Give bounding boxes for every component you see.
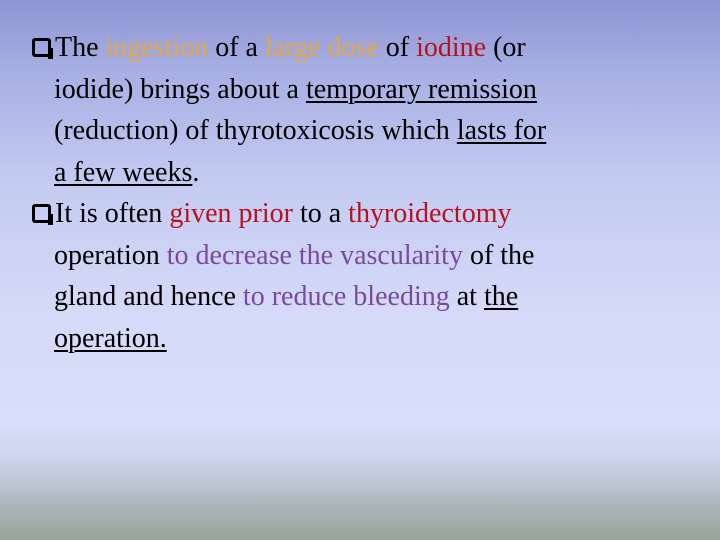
text-run: . xyxy=(192,156,200,188)
highlighted-text: large dose xyxy=(264,32,379,63)
text-run: gland and hence xyxy=(54,281,243,312)
text-run: of a xyxy=(208,32,265,63)
text-line xyxy=(54,235,696,277)
text-line xyxy=(54,318,696,360)
text-run: to a xyxy=(292,198,349,229)
text-run: The xyxy=(55,32,106,63)
text-run: iodide) brings about a xyxy=(54,73,306,105)
text-line xyxy=(55,193,696,235)
bullet-point xyxy=(30,27,696,193)
highlighted-text: to reduce bleeding xyxy=(242,281,450,312)
underlined-text: a few weeks xyxy=(54,156,193,188)
checkbox-bullet-icon xyxy=(32,204,51,223)
text-run: (reduction) of thyrotoxicosis which xyxy=(54,115,457,146)
highlighted-text: given prior xyxy=(169,198,293,229)
bullet-point xyxy=(30,193,696,359)
highlighted-text: ingestion xyxy=(105,32,209,63)
slide-body xyxy=(30,27,696,359)
underlined-text: operation. xyxy=(54,322,167,354)
text-run: of xyxy=(378,32,417,63)
text-line xyxy=(54,276,696,318)
text-line xyxy=(54,69,696,111)
text-run: operation xyxy=(54,239,167,271)
underlined-text: lasts for xyxy=(456,115,547,146)
underlined-text: the xyxy=(483,281,519,312)
checkbox-bullet-icon xyxy=(32,38,51,57)
text-line xyxy=(54,152,696,194)
underlined-text: temporary remission xyxy=(305,73,537,105)
text-run: It is often xyxy=(55,198,170,229)
text-line xyxy=(54,110,696,152)
highlighted-text: thyroidectomy xyxy=(348,198,512,229)
highlighted-text: to decrease the vascularity xyxy=(166,239,463,271)
text-run: (or xyxy=(486,32,526,63)
highlighted-text: iodine xyxy=(416,32,487,63)
text-run: at xyxy=(449,281,484,312)
text-line xyxy=(55,27,696,69)
text-run: of the xyxy=(462,239,535,271)
